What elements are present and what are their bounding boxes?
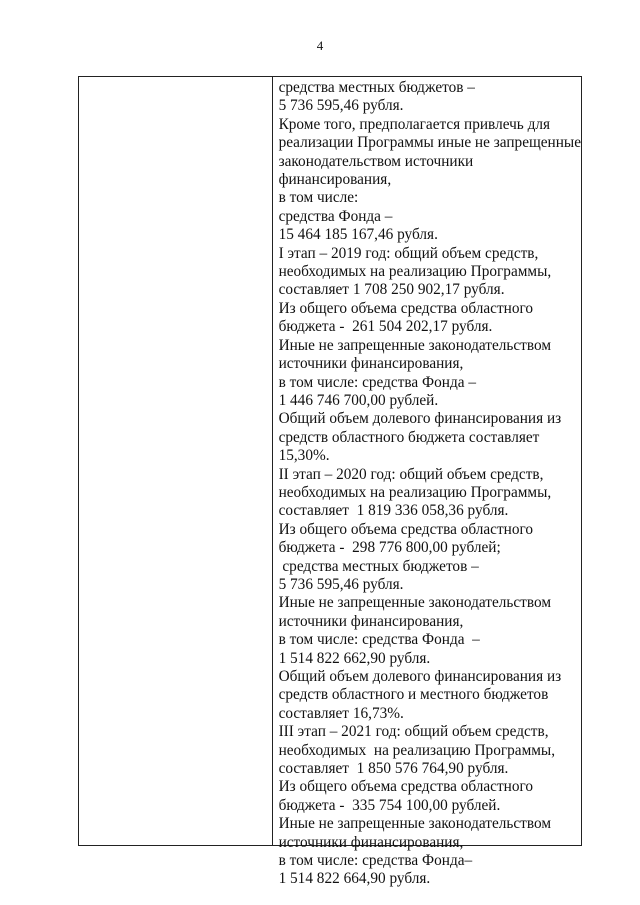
text-line: средств областного бюджета составляет xyxy=(278,428,540,446)
text-line: II этап – 2020 год: общий объем средств, xyxy=(278,465,544,483)
text-line: источники финансирования, xyxy=(278,355,464,373)
text-line: в том числе: средства Фонда – xyxy=(278,631,480,649)
text-line: источники финансирования, xyxy=(278,612,464,630)
text-line: финансирования, xyxy=(278,171,392,189)
text-line: 1 446 746 700,00 рублей. xyxy=(278,391,439,409)
text-line: составляет 1 850 576 764,90 рубля. xyxy=(278,760,509,778)
table-right-cell xyxy=(273,77,581,888)
text-line: средства Фонда – xyxy=(278,207,393,225)
text-line: реализации Программы иные не запрещенные xyxy=(278,134,581,152)
text-line: бюджета - 298 776 800,00 рублей; xyxy=(278,539,501,557)
text-line: 5 736 595,46 рубля. xyxy=(278,97,404,115)
text-line: в том числе: средства Фонда– xyxy=(278,852,473,870)
text-line: Общий объем долевого финансирования из xyxy=(278,410,562,428)
text-line: Иные не запрещенные законодательством xyxy=(278,336,551,354)
text-line: 1 514 822 664,90 рубля. xyxy=(278,870,431,888)
table-left-cell xyxy=(79,77,273,845)
text-line: законодательством источники xyxy=(278,152,474,170)
text-line: Из общего объема средства областного xyxy=(278,520,534,538)
text-line: Кроме того, предполагается привлечь для xyxy=(278,115,551,133)
text-line: III этап – 2021 год: общий объем средств, xyxy=(278,723,549,741)
text-line: в том числе: средства Фонда – xyxy=(278,373,477,391)
text-line: 15,30%. xyxy=(278,447,330,465)
page-number: 4 xyxy=(316,38,324,53)
text-line: составляет 1 708 250 902,17 рубля. xyxy=(278,281,505,299)
text-line: составляет 16,73%. xyxy=(278,704,404,722)
text-line: составляет 1 819 336 058,36 рубля. xyxy=(278,502,509,520)
text-line: источники финансирования, xyxy=(278,833,464,851)
text-line: средства местных бюджетов – xyxy=(278,79,475,96)
text-line: необходимых на реализацию Программы, xyxy=(278,263,552,281)
text-line: 5 736 595,46 рубля. xyxy=(278,575,404,593)
text-line: 1 514 822 662,90 рубля. xyxy=(278,649,431,667)
text-line: бюджета - 335 754 100,00 рублей. xyxy=(278,796,501,814)
text-line: Из общего объема средства областного xyxy=(278,778,534,796)
text-line: бюджета - 261 504 202,17 рубля. xyxy=(278,318,493,336)
text-line: Общий объем долевого финансирования из xyxy=(278,668,562,685)
text-line: Иные не запрещенные законодательством xyxy=(278,815,551,833)
text-line: необходимых на реализацию Программы, xyxy=(278,483,552,501)
text-line: средств областного и местного бюджетов xyxy=(278,686,549,704)
text-line: Из общего объема средства областного xyxy=(278,299,534,317)
text-line: необходимых на реализацию Программы, xyxy=(278,741,556,759)
text-line: 15 464 185 167,46 рубля. xyxy=(278,226,438,244)
text-line: в том числе: xyxy=(278,189,359,207)
text-line: Иные не запрещенные законодательством xyxy=(278,594,551,612)
text-line: средства местных бюджетов – xyxy=(278,557,479,575)
text-line: I этап – 2019 год: общий объем средств, xyxy=(278,244,539,262)
funding-table xyxy=(78,76,582,888)
